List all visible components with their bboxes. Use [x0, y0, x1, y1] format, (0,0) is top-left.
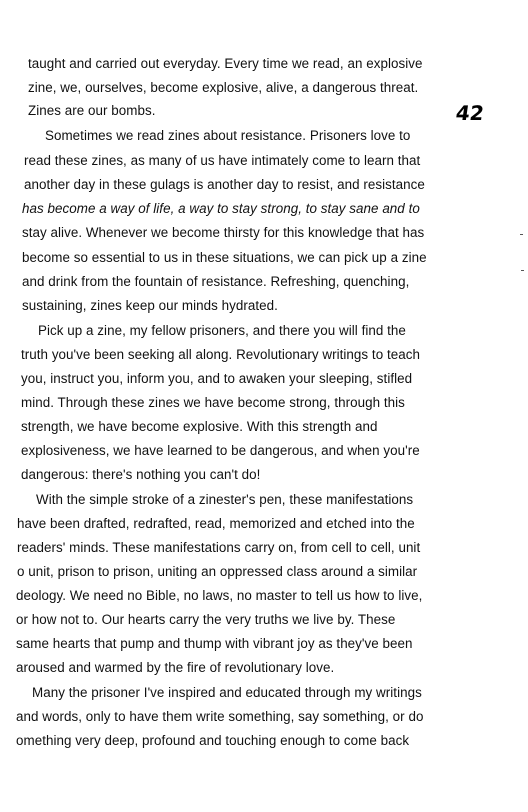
- text-line: [22, 201, 420, 217]
- text-line: mind. Through these zines we have become strong, through this: [21, 395, 405, 410]
- text-line: have been drafted, redrafted, read, memorized and etched into the: [17, 516, 415, 531]
- text-line: strength, we have become explosive. With this strength and: [21, 419, 378, 434]
- text-line: With the simple stroke of a zinester's pen, these manifestations: [36, 492, 414, 507]
- text-line: and words, only to have them write something, say something, or do: [16, 709, 424, 724]
- text-line: you, instruct you, inform you, and to awaken your sleeping, stifled: [21, 371, 413, 386]
- text-line: readers' minds. These manifestations carry on, from cell to cell, unit: [17, 540, 421, 555]
- text-line: same hearts that pump and thump with vibrant joy as they've been: [16, 636, 413, 651]
- text-line: another day in these gulags is another day to resist, and resistance: [24, 177, 425, 192]
- text-line: taught and carried out everyday. Every time we read, an explosive: [28, 56, 423, 71]
- text-line: read these zines, as many of us have intimately come to learn that: [24, 153, 421, 168]
- text-line: or how not to. Our hearts carry the very truths we live by. These: [16, 612, 396, 627]
- text-line: truth you've been seeking all along. Revolutionary writings to teach: [21, 347, 420, 362]
- text-line: Sometimes we read zines about resistance. Prisoners love to: [45, 128, 411, 143]
- text-line: dangerous: there's nothing you can't do!: [21, 467, 261, 482]
- text-line: o unit, prison to prison, uniting an oppressed class around a similar: [17, 564, 418, 579]
- text-line: become so essential to us in these situations, we can pick up a zine: [22, 250, 427, 265]
- italic-text: has become a way of life, a way to stay strong, to stay sane and to: [22, 201, 420, 216]
- text-line: deology. We need no Bible, no laws, no master to tell us how to live,: [16, 588, 423, 603]
- text-line: and drink from the fountain of resistance. Refreshing, quenching,: [22, 274, 410, 289]
- scan-speck: [521, 270, 524, 271]
- text-line: aroused and warmed by the fire of revolutionary love.: [16, 660, 335, 675]
- text-line: Zines are our bombs.: [28, 103, 156, 118]
- text-line: Many the prisoner I've inspired and educated through my writings: [32, 685, 422, 700]
- text-line: stay alive. Whenever we become thirsty for this knowledge that has: [22, 225, 425, 240]
- text-line: zine, we, ourselves, become explosive, alive, a dangerous threat.: [28, 80, 419, 95]
- page-number: 42: [454, 101, 486, 125]
- text-line: sustaining, zines keep our minds hydrated.: [22, 298, 278, 313]
- text-line: explosiveness, we have learned to be dangerous, and when you're: [21, 443, 420, 458]
- text-line: omething very deep, profound and touching enough to come back: [16, 733, 410, 748]
- text-line: Pick up a zine, my fellow prisoners, and there you will find the: [38, 323, 406, 338]
- scan-speck: [520, 234, 523, 235]
